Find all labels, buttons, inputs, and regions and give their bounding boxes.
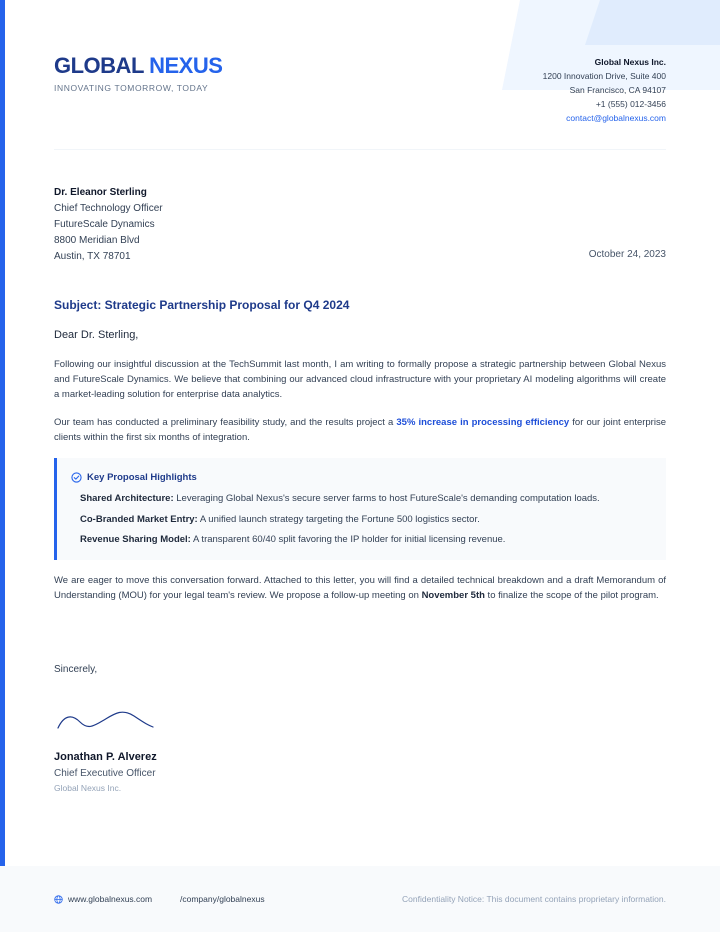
body-paragraph-3 <box>54 574 666 604</box>
footer-website[interactable] <box>54 894 152 904</box>
subject-line: Subject: Strategic Partnership Proposal for Q4 2024 <box>54 298 350 312</box>
highlight-item <box>80 493 600 504</box>
header-divider <box>54 149 666 150</box>
check-circle-icon <box>71 472 82 483</box>
p3-text-start: We are eager to move this conversation forward. Attached to this letter, you will find a detailed technical breakdown and a draft Memorandum of Understanding (MOU) for your legal team's review. We propose a follow-up meeting on <box>54 575 666 601</box>
handwritten-signature <box>54 706 158 736</box>
efficiency-highlight: 35% increase in processing efficiency <box>396 417 570 428</box>
footer-website-text: www.globalnexus.com <box>68 894 153 904</box>
logo-accent: NEXUS <box>149 53 223 78</box>
brand-block <box>54 52 222 93</box>
p2-text-start: Our team has conducted a preliminary feasibility study, and the results project a <box>54 417 397 428</box>
highlights-box <box>54 458 666 560</box>
recipient-title: Chief Technology Officer <box>54 203 163 214</box>
highlight-label: Shared Architecture: <box>80 493 174 504</box>
highlights-title-text: Key Proposal Highlights <box>87 472 197 483</box>
recipient-company: FutureScale Dynamics <box>54 219 155 230</box>
confidentiality-notice: Confidentiality Notice: This document contains proprietary information. <box>402 894 666 904</box>
footer <box>0 866 720 932</box>
company-logo <box>54 52 222 80</box>
recipient-name: Dr. Eleanor Sterling <box>54 187 147 198</box>
recipient-street: 8800 Meridian Blvd <box>54 235 140 246</box>
sender-phone: +1 (555) 012-3456 <box>595 99 666 109</box>
greeting: Dear Dr. Sterling, <box>54 329 139 341</box>
p3-text-end: to finalize the scope of the pilot program. <box>484 589 659 601</box>
signer-title: Chief Executive Officer <box>54 768 156 779</box>
sender-city: San Francisco, CA 94107 <box>569 85 666 95</box>
highlight-text: A unified launch strategy targeting the Fortune 500 logistics sector. <box>197 514 480 525</box>
signer-name: Jonathan P. Alverez <box>54 751 157 763</box>
body-paragraph-1: Following our insightful discussion at the TechSummit last month, I am writing to formally propose a strategic partnership between Global Nexus and FutureScale Dynamics. We believe that combining our advanced cloud infrastructure with your proprietary AI modeling algorithms will create a market-leading solution for enterprise data analytics. <box>54 359 666 400</box>
p2-text-end: for our joint enterprise clients within the first six months of integration. <box>54 417 666 443</box>
accent-bar <box>0 0 5 866</box>
sender-address <box>543 55 666 125</box>
sender-email-link[interactable]: contact@globalnexus.com <box>566 113 666 123</box>
globe-icon <box>54 895 63 904</box>
sender-company: Global Nexus Inc. <box>594 57 666 67</box>
letter-date: October 24, 2023 <box>588 249 666 260</box>
highlight-label: Revenue Sharing Model: <box>80 534 191 545</box>
highlight-label: Co-Branded Market Entry: <box>80 514 198 525</box>
tagline: INNOVATING TOMORROW, TODAY <box>54 83 209 93</box>
closing: Sincerely, <box>54 664 98 675</box>
highlight-text: A transparent 60/40 split favoring the IP holder for initial licensing revenue. <box>190 534 506 545</box>
footer-linkedin-link[interactable]: /company/globalnexus <box>180 894 265 904</box>
highlight-item <box>80 514 480 525</box>
body-paragraph-2 <box>54 416 666 446</box>
highlight-text: Leveraging Global Nexus's secure server farms to host FutureScale's demanding computation loads. <box>173 493 600 504</box>
sender-street: 1200 Innovation Drive, Suite 400 <box>542 71 666 81</box>
signer-company: Global Nexus Inc. <box>54 783 122 793</box>
meeting-date: November 5th <box>421 589 485 601</box>
highlights-title <box>71 472 197 483</box>
logo-primary: GLOBAL <box>54 53 144 78</box>
highlight-item <box>80 534 505 545</box>
signer-block <box>54 751 157 793</box>
recipient-city: Austin, TX 78701 <box>54 251 131 262</box>
recipient-address <box>54 185 163 265</box>
